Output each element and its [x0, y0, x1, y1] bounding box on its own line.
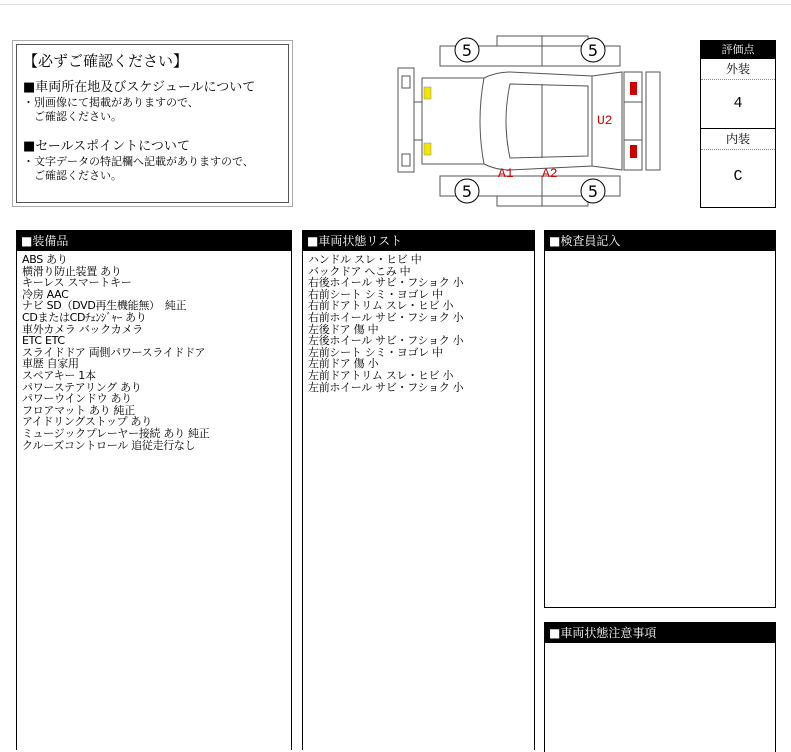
list-item: 左前ホイール サビ・フショク 小 [308, 380, 464, 394]
list-item: クルーズコントロール 追従走行なし [22, 438, 196, 452]
list-item: ハンドル スレ・ヒビ 中 [308, 253, 422, 266]
notice-section2-line: ご確認ください。 [23, 169, 122, 182]
equipment-title: ■装備品 [17, 231, 291, 251]
condition-list [303, 251, 534, 396]
inspector-panel [544, 230, 776, 608]
notice-box [12, 40, 293, 207]
list-item: ETC ETC [22, 334, 65, 348]
condition-panel [302, 230, 535, 750]
list-item: ミュージックプレーヤー接続 あり 純正 [22, 426, 210, 440]
list-item: スライドドア 両側パワースライドドア [22, 345, 206, 359]
list-item: バックドア へこみ 中 [308, 264, 411, 278]
list-item: 右前ドアトリム スレ・ヒビ 小 [308, 299, 454, 313]
list-item: パワーステアリング あり [22, 380, 142, 394]
list-item: ABS あり [22, 253, 68, 266]
list-item: 右前シート シミ・ヨゴレ 中 [308, 287, 443, 301]
notice-section2-title: ■セールスポイントについて [23, 139, 190, 154]
rating-table [700, 40, 776, 208]
list-item: 車外カメラ バックカメラ [22, 322, 143, 336]
list-item: 横滑り防止装置 あり [22, 264, 122, 278]
list-item: 左前シート シミ・ヨゴレ 中 [308, 345, 443, 359]
marker-red-bottom [630, 145, 637, 158]
condition-title: ■車両状態リスト [303, 231, 534, 251]
list-item: CDまたはCDﾁｪﾝｼﾞｬｰ あり [22, 310, 147, 324]
equipment-list [17, 251, 291, 454]
list-item: パワーウインドウ あり [22, 392, 132, 406]
notes-title: ■車両状態注意事項 [545, 623, 775, 643]
list-item: 車歴 自家用 [22, 357, 79, 371]
marker-yellow-top [424, 87, 431, 99]
rating-header: 評価点 [701, 41, 775, 59]
score-rear-top: 5 [587, 41, 599, 60]
list-item: 冷房 AAC [22, 287, 69, 301]
list-item: アイドリングストップ あり [22, 415, 152, 429]
score-rear-bottom: 5 [587, 182, 599, 201]
list-item: 右前ホイール サビ・フショク 小 [308, 310, 464, 324]
list-item: ナビ SD（DVD再生機能無） 純正 [22, 299, 187, 313]
notes-panel [544, 622, 776, 752]
interior-label: 内装 [701, 129, 775, 150]
list-item: 左前ドア 傷 小 [308, 357, 379, 371]
notice-section1-line: ご確認ください。 [23, 110, 122, 123]
notice-section2-line: ・文字データの特記欄へ記載がありますので、 [23, 155, 254, 168]
exterior-label: 外装 [701, 59, 775, 80]
list-item: スペアキー 1本 [22, 368, 96, 382]
list-item: キーレス スマートキー [22, 276, 132, 290]
notice-section1-line: ・別画像にて掲載がありますので、 [23, 96, 199, 109]
damage-code-a1: A1 [498, 166, 514, 181]
inspector-title: ■検査員記入 [545, 231, 775, 251]
damage-code-u2: U2 [597, 113, 613, 128]
list-item: 左後ドア 傷 中 [308, 322, 379, 336]
notice-inner [16, 44, 289, 203]
list-item: 左前ドアトリム スレ・ヒビ 小 [308, 368, 454, 382]
notice-section1-title: ■車両所在地及びスケジュールについて [23, 80, 256, 95]
marker-yellow-bottom [424, 143, 431, 155]
score-front-bottom: 5 [461, 182, 473, 201]
list-item: フロアマット あり 純正 [22, 403, 135, 417]
top-divider [0, 4, 791, 5]
damage-code-a2: A2 [542, 166, 558, 181]
car-diagram [392, 32, 666, 210]
interior-value: C [733, 168, 743, 185]
marker-red-top [630, 82, 637, 95]
list-item: 左後ホイール サビ・フショク 小 [308, 334, 464, 348]
list-item: 右後ホイール サビ・フショク 小 [308, 276, 464, 290]
score-front-top: 5 [461, 41, 473, 60]
exterior-value: 4 [701, 80, 775, 129]
equipment-panel [16, 230, 292, 750]
notice-title: 【必ずご確認ください】 [23, 52, 189, 70]
